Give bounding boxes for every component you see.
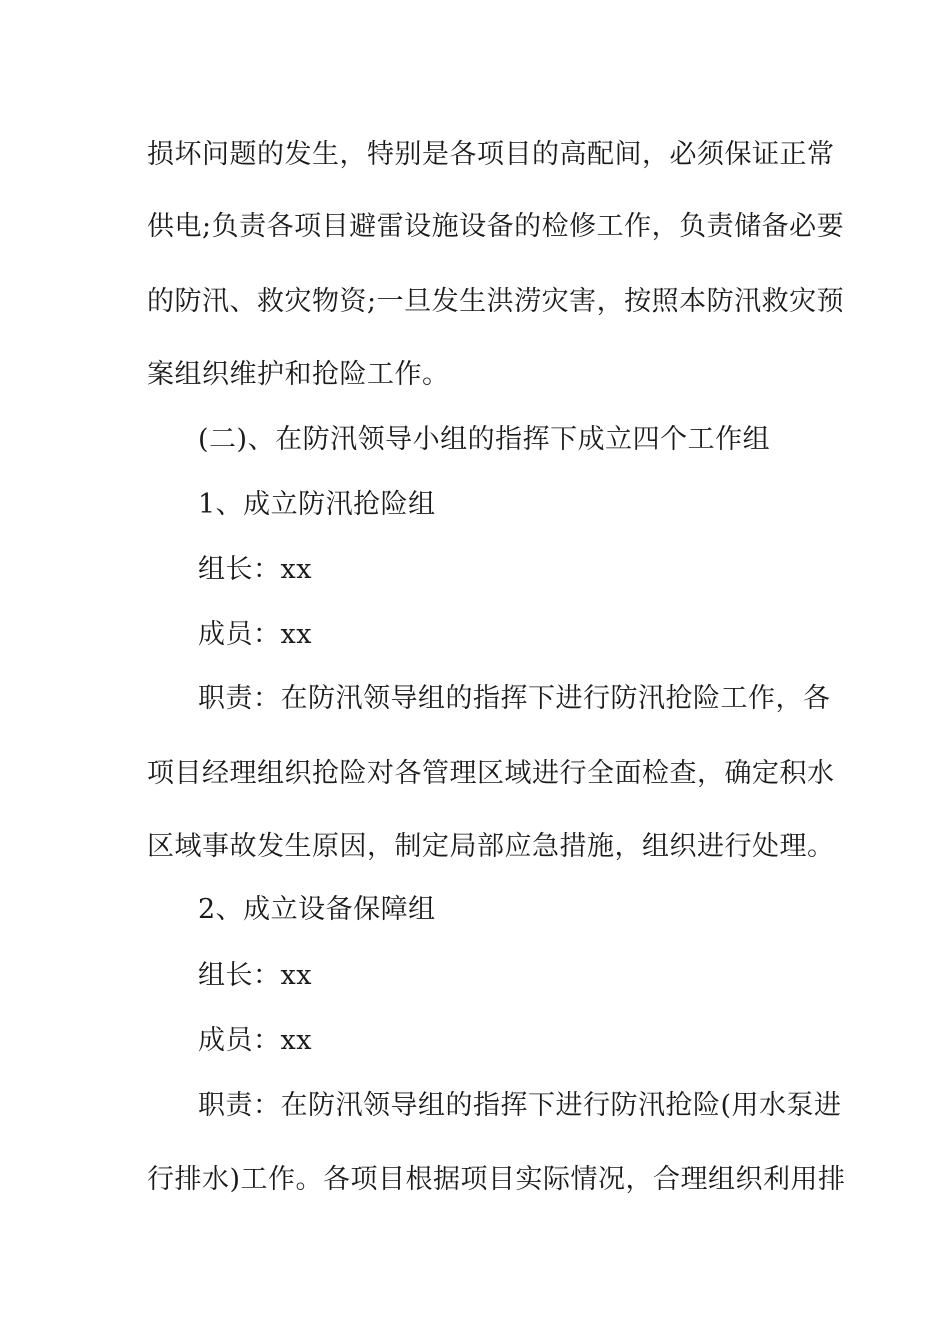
duties-line: 职责：在防汛领导组的指挥下进行防汛抢险(用水泵进 bbox=[198, 1090, 842, 1121]
subsection-heading: 2、成立设备保障组 bbox=[198, 894, 436, 925]
paragraph-line: 项目经理组织抢险对各管理区域进行全面检查，确定积水 bbox=[147, 758, 835, 789]
paragraph-line: 损坏问题的发生，特别是各项目的高配间，必须保证正常 bbox=[147, 139, 835, 170]
paragraph-line: 案组织维护和抢险工作。 bbox=[147, 359, 450, 390]
subsection-heading: 1、成立防汛抢险组 bbox=[198, 489, 436, 520]
members-line: 成员：xx bbox=[198, 619, 312, 650]
duties-line: 职责：在防汛领导组的指挥下进行防汛抢险工作，各 bbox=[198, 683, 831, 714]
paragraph-line: 区域事故发生原因，制定局部应急措施，组织进行处理。 bbox=[147, 831, 835, 862]
paragraph-line: 供电;负责各项目避雷设施设备的检修工作，负责储备必要 bbox=[147, 211, 845, 242]
section-heading: (二)、在防汛领导小组的指挥下成立四个工作组 bbox=[198, 424, 771, 455]
members-line: 成员：xx bbox=[198, 1025, 312, 1056]
paragraph-line: 的防汛、救灾物资;一旦发生洪涝灾害，按照本防汛救灾预 bbox=[147, 286, 845, 317]
paragraph-line: 行排水)工作。各项目根据项目实际情况，合理组织利用排 bbox=[147, 1164, 846, 1195]
leader-line: 组长：xx bbox=[198, 960, 312, 991]
leader-line: 组长：xx bbox=[198, 554, 312, 585]
